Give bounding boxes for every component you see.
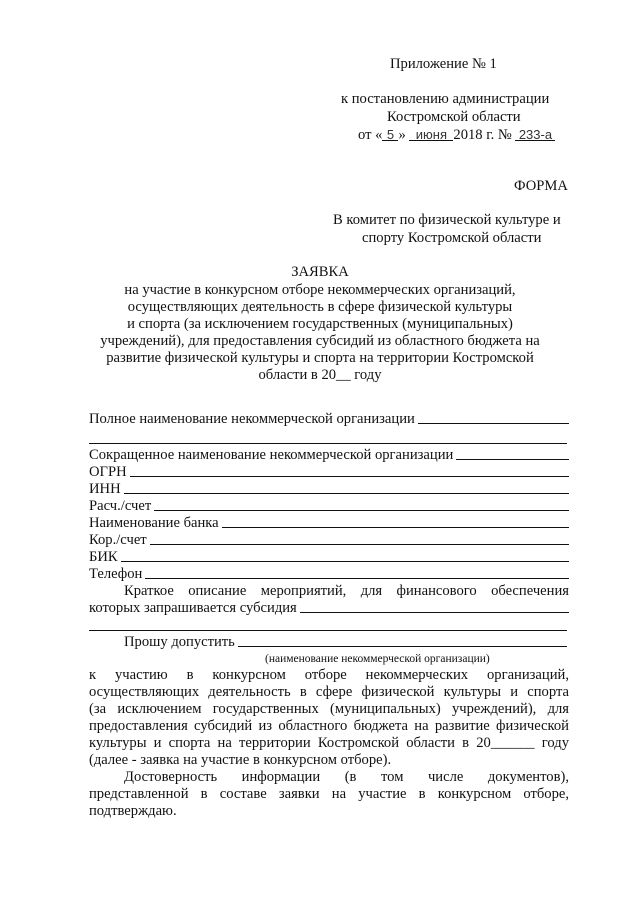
confirmation-line: подтверждаю. (89, 803, 177, 819)
resolution-reference: к постановлению администрации (341, 91, 550, 107)
corr-account-field[interactable] (89, 531, 569, 549)
addressee-line-2: спорту Костромской области (362, 230, 542, 246)
region-name: Костромской области (387, 109, 521, 125)
title-line: осуществляющих деятельность в сфере физической культуры (127, 299, 513, 315)
date-year: 2018 г. № (453, 127, 512, 143)
bik-label: БИК (89, 549, 118, 565)
date-prefix: от « (358, 127, 383, 143)
phone-label: Телефон (89, 566, 143, 582)
ogrn-label: ОГРН (89, 464, 127, 480)
short-name-field[interactable] (89, 446, 569, 464)
bank-label: Наименование банка (89, 515, 219, 531)
date-month: июня (409, 126, 453, 141)
full-name-label: Полное наименование некоммерческой организации (89, 411, 415, 427)
title-line: учреждений), для предоставления субсидий из областного бюджета на (100, 333, 540, 349)
account-label: Расч./счет (89, 498, 152, 514)
request-body-line: (далее - заявка на участие в конкурсном отборе). (89, 752, 392, 768)
full-name-continuation-line[interactable] (89, 443, 567, 444)
request-body-line: осуществляющих деятельность в сфере физической культуры и спорта (89, 684, 569, 700)
bank-field[interactable] (89, 514, 569, 532)
short-name-line[interactable] (456, 459, 569, 460)
title-line: и спорта (за исключением государственных (муниципальных) (127, 316, 513, 332)
bik-field[interactable] (89, 548, 569, 566)
request-body-line: (за исключением государственных (муниципальных) учреждений), для (89, 701, 569, 717)
activities-line[interactable] (300, 612, 569, 613)
form-label: ФОРМА (514, 178, 568, 194)
confirmation-line: представленной в составе заявки на участие в конкурсном отборе, (89, 786, 569, 802)
organization-name-caption: (наименование некоммерческой организации) (265, 653, 490, 665)
bik-line[interactable] (121, 561, 569, 562)
inn-line[interactable] (124, 493, 569, 494)
account-field[interactable] (89, 497, 569, 515)
activities-continuation-line[interactable] (89, 630, 567, 631)
inn-label: ИНН (89, 481, 121, 497)
request-field[interactable] (124, 633, 567, 651)
corr-account-line[interactable] (150, 544, 569, 545)
organization-name-line[interactable] (238, 646, 567, 647)
inn-field[interactable] (89, 480, 569, 498)
resolution-number: 233-а (515, 126, 555, 141)
confirmation-line: Достоверность информации (в том числе документов), (124, 769, 569, 785)
ogrn-line[interactable] (130, 476, 569, 477)
appendix-number: Приложение № 1 (390, 56, 497, 72)
phone-line[interactable] (145, 578, 569, 579)
request-body-line: культуры и спорта на территории Костромской области в 20______ году (89, 735, 569, 751)
bank-line[interactable] (222, 527, 569, 528)
ogrn-field[interactable] (89, 463, 569, 481)
application-heading: ЗАЯВКА (291, 264, 349, 280)
full-name-line[interactable] (418, 423, 569, 424)
date-mid: » (398, 127, 406, 143)
title-line: области в 20__ году (258, 367, 382, 383)
short-name-label: Сокращенное наименование некоммерческой организации (89, 447, 454, 463)
phone-field[interactable] (89, 565, 569, 583)
title-line: на участие в конкурсном отборе некоммерческих организаций, (124, 282, 516, 298)
date-day: 5 (382, 126, 398, 141)
request-body-line: к участию в конкурсном отборе некоммерческих организаций, (89, 667, 569, 683)
activities-field[interactable] (89, 599, 569, 617)
resolution-date (358, 126, 555, 144)
full-name-field[interactable] (89, 410, 569, 428)
corr-account-label: Кор./счет (89, 532, 147, 548)
activities-label: которых запрашивается субсидия (89, 600, 297, 616)
request-body-line: предоставления субсидий из областного бюджета на развитие физической (89, 718, 569, 734)
account-line[interactable] (154, 510, 569, 511)
activities-line-1: Краткое описание мероприятий, для финансового обеспечения (124, 583, 569, 599)
title-line: развитие физической культуры и спорта на территории Костромской (106, 350, 534, 366)
addressee-line-1: В комитет по физической культуре и (333, 212, 561, 228)
request-prompt: Прошу допустить (124, 634, 235, 650)
